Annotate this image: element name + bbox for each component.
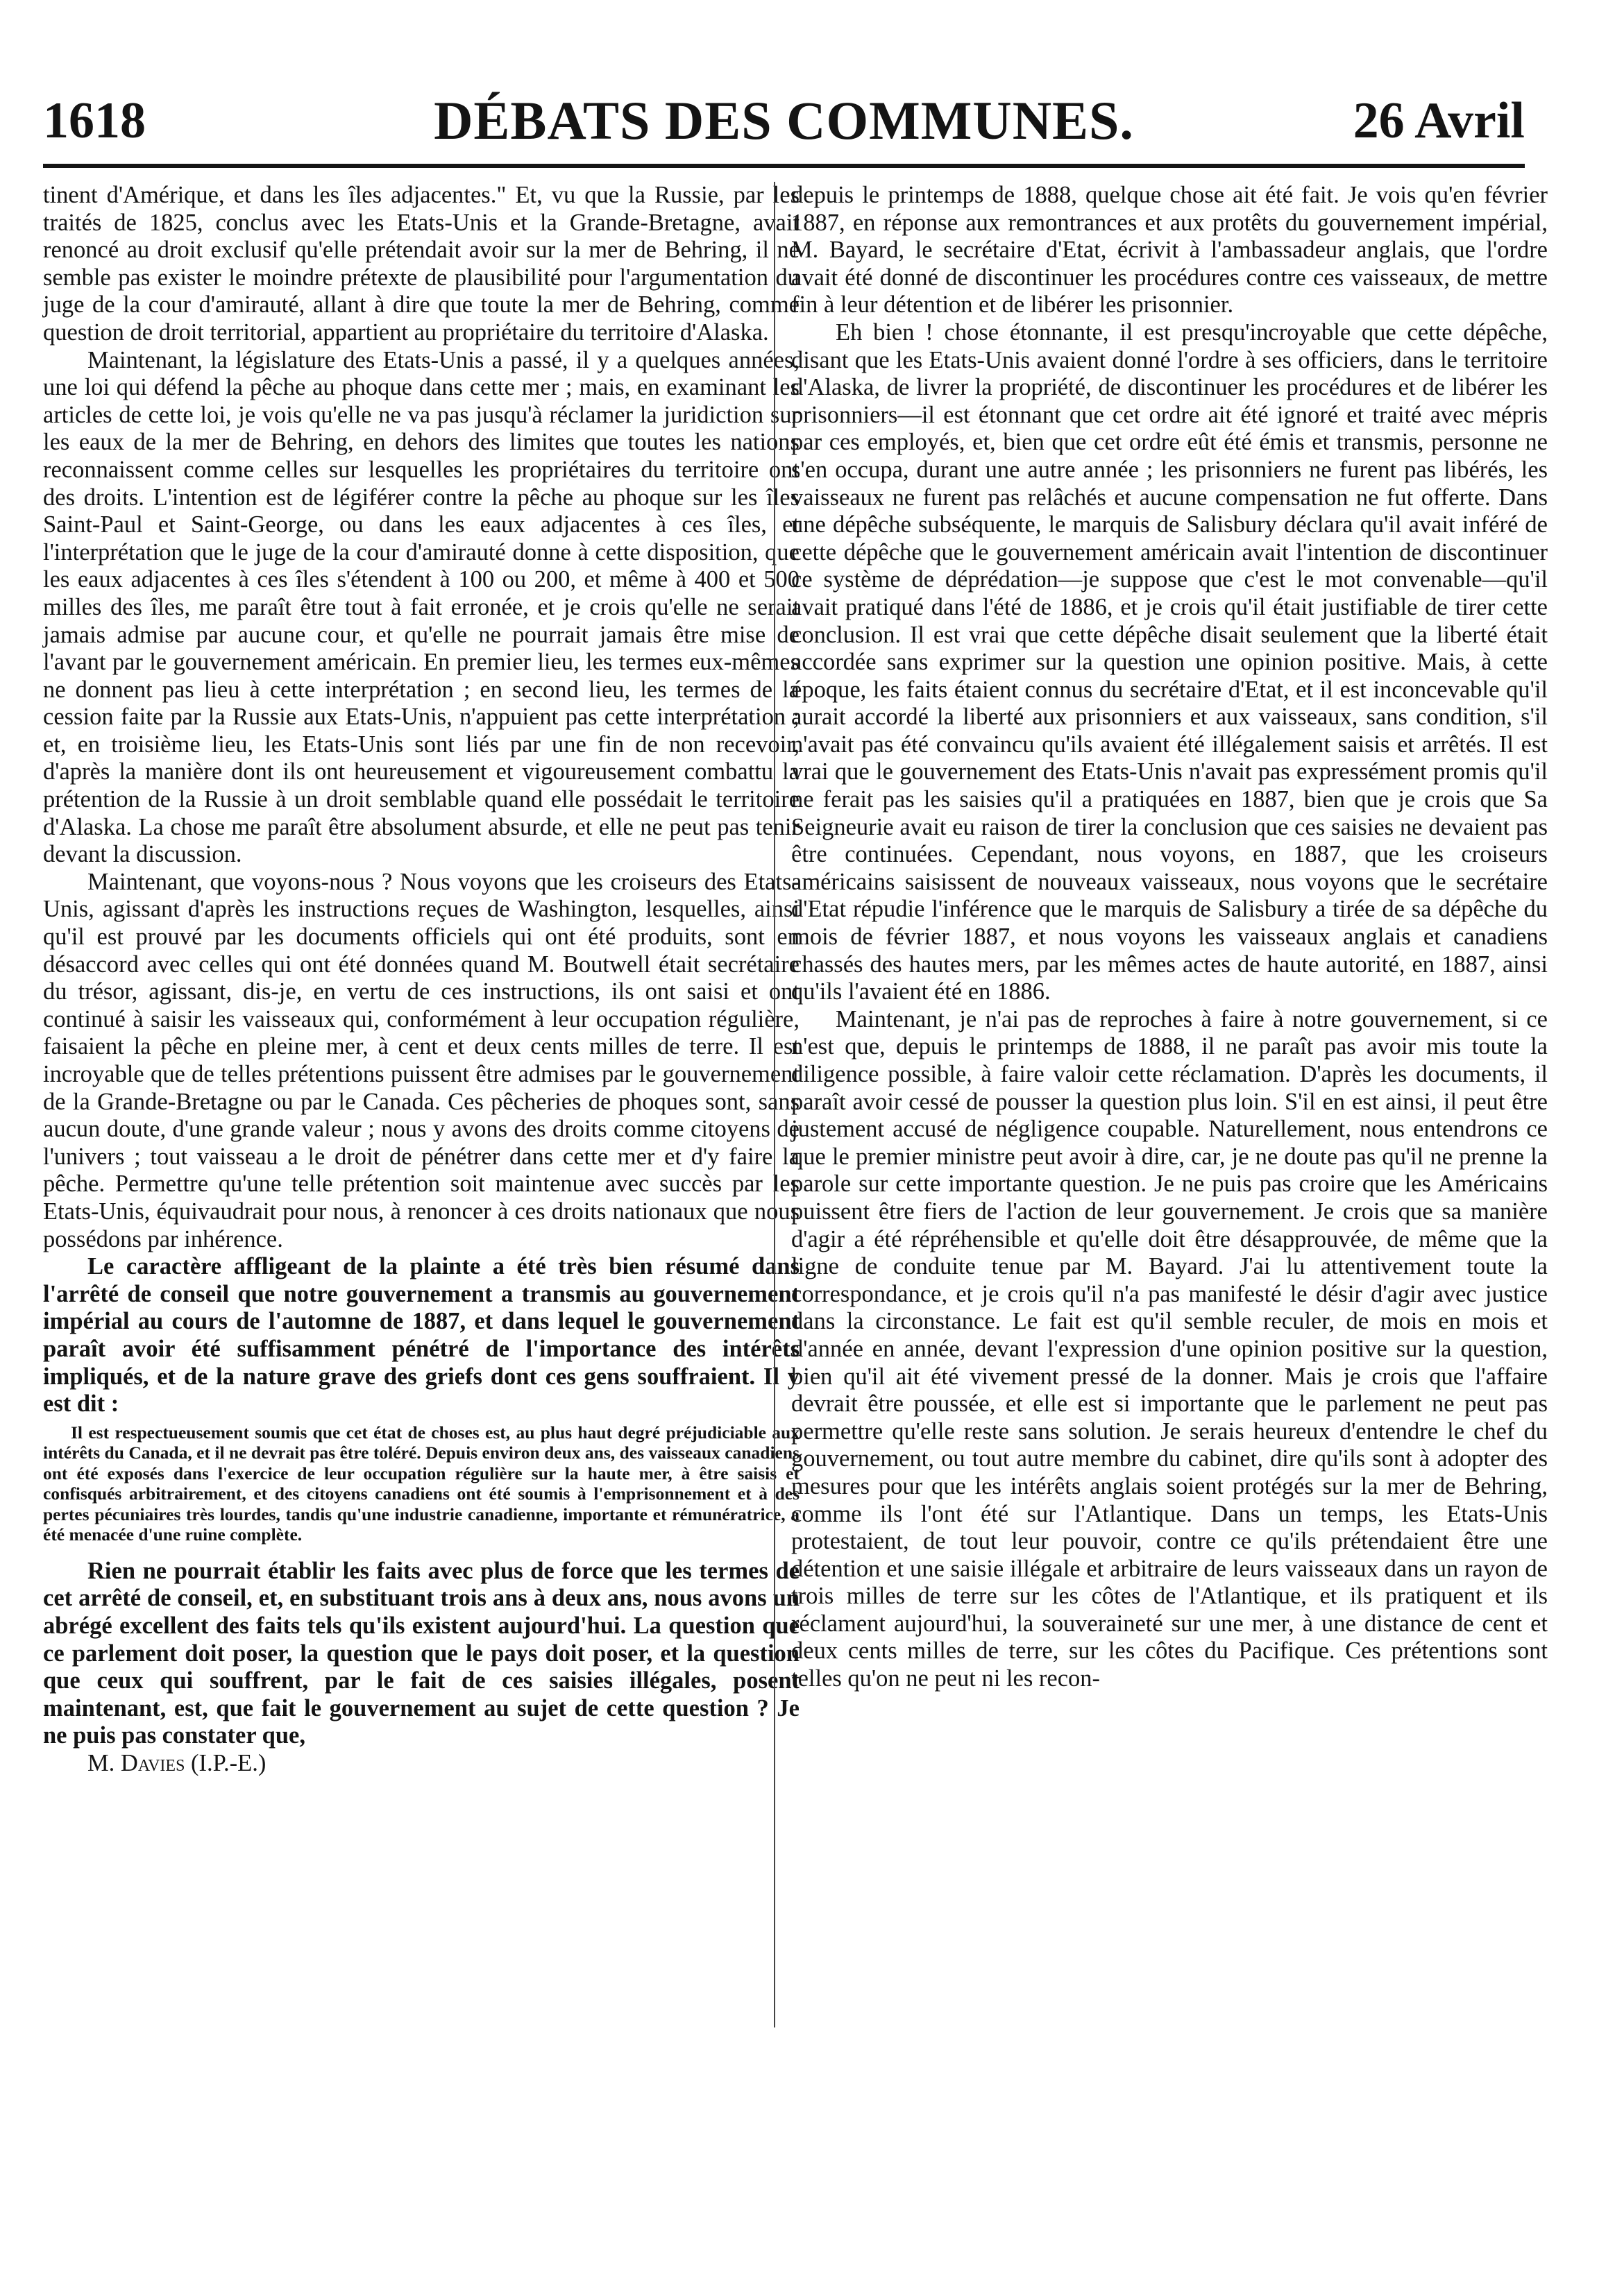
page-number: 1618 — [43, 92, 146, 149]
page-header — [43, 89, 1525, 153]
column-divider — [774, 182, 775, 2027]
paragraph: Maintenant, que voyons-nous ? Nous voyons que les croiseurs des Etats-Unis, agissant d'après les instructions reçues de Washington, lesquelles, ainsi qu'il est prouvé par les documents officiels qui ont été produits, sont en désaccord avec celles qui ont été données quand M. Boutwell était secrétaire du trésor, agissant, dis-je, en vertu de ces instructions, ils ont saisi et ont continué à saisir les vaisseaux qui, conformément à leur occupation régulière, faisaient la pêche en pleine mer, à cent et deux cents milles de terre. Il est incroyable que de telles prétentions puissent être admises par le gouvernement de la Grande-Bretagne ou par le Canada. Ces pêcheries de phoques sont, sans aucun doute, d'une grande valeur ; nous y avons des droits comme citoyens de l'univers ; tout vaisseau a le droit de pénétrer dans cette mer et d'y faire la pêche. Permettre qu'une telle prétention soit maintenue avec succès par les Etats-Unis, équivaudrait pour nous, à renoncer à ces droits nationaux que nous possédons par inhérence. — [43, 868, 800, 1252]
speaker-signature: M. Davies (I.P.-E.) — [87, 1749, 267, 1776]
paragraph: Rien ne pourrait établir les faits avec plus de force que les termes de cet arrêté de conseil, et, en substituant trois ans à deux ans, nous avons un abrégé excellent des faits tels qu'ils existent aujourd'hui. La question que ce parlement doit poser, la question que le pays doit poser, et la question que ceux qui souffrent, par le fait de ces saisies illégales, posent maintenant, est, que fait le gouvernement au sujet de cette question ? Je ne puis pas constater que, — [43, 1557, 800, 1749]
page-date: 26 Avril — [1353, 92, 1525, 149]
header-rule — [43, 164, 1525, 168]
journal-title: DÉBATS DES COMMUNES. — [434, 90, 1134, 151]
paragraph: tinent d'Amérique, et dans les îles adjacentes." Et, vu que la Russie, par les traités de 1825, conclus avec les Etats-Unis et la Grande-Bretagne, avait renoncé au droit exclusif qu'elle prétendait avoir sur la mer de Behring, il ne semble pas exister le moindre prétexte de plausibilité pour l'argumentation du juge de la cour d'amirauté, allant à dire que toute la mer de Behring, comme question de droit territorial, appartient au propriétaire du territoire d'Alaska. — [43, 182, 800, 346]
right-column — [791, 182, 1548, 1693]
paragraph: Maintenant, la législature des Etats-Unis a passé, il y a quelques années, une loi qui défend la pêche au phoque dans cette mer ; mais, en examinant les articles de cette loi, je vois qu'elle ne va pas jusqu'à réclamer la juridiction sur les eaux de la mer de Behring, en dehors des limites que toutes les nations reconnaissent comme celles sur lesquelles les propriétaires du territoire ont des droits. L'intention est de légiférer contre la pêche au phoque sur les îles Saint-Paul et Saint-George, ou dans les eaux adjacentes à ces îles, et l'interprétation que le juge de la cour d'amirauté donne à cette disposition, que les eaux adjacentes à ces îles s'étendent à 100 ou 200, et même à 400 et 500 milles des îles, me paraît être tout à fait erronée, et je crois qu'elle ne serait jamais admise par aucune cour, et qu'elle ne pourrait jamais être mise de l'avant par le gouvernement américain. En premier lieu, les termes eux-mêmes ne donnent pas lieu à cette interprétation ; en second lieu, les termes de la cession faite par la Russie aux Etats-Unis, n'appuient pas cette interprétation ; et, en troisième lieu, les Etats-Unis sont liés par une fin de non recevoir, d'après la manière dont ils ont heureusement et vigoureusement combattu la prétention de la Russie à un droit semblable quand elle possédait le territoire d'Alaska. La chose me paraît être absolument absurde, et elle ne peut pas tenir devant la discussion. — [43, 346, 800, 868]
paragraph: Maintenant, je n'ai pas de reproches à faire à notre gouvernement, si ce n'est que, depuis le printemps de 1888, il ne paraît pas avoir mis toute la diligence possible, à faire valoir cette réclamation. D'après les documents, il paraît avoir cessé de pousser la question plus loin. S'il en est ainsi, il peut être justement accusé de négligence coupable. Naturellement, nous entendrons ce que le premier ministre peut avoir à dire, car, je ne doute pas qu'il ne prenne la parole sur cette importante question. Je ne puis pas croire que les Américains puissent être fiers de l'action de leur gouvernement. Je crois que sa manière d'agir a été répréhensible et qu'elle doit être désapprouvée, de même que la ligne de conduite tenue par M. Bayard. J'ai lu attentivement toute la correspondance, et je crois qu'il n'a pas manifesté le désir d'agir avec justice dans la circonstance. Le fait est qu'il semble reculer, de mois en mois et d'année en année, devant l'expression d'une opinion positive sur la question, bien qu'il ait été vivement pressé de la donner. Mais je crois que l'affaire devrait être poussée, et elle est si importante que le parlement ne peut pas permettre qu'elle reste sans solution. Je serais heureux d'entendre le chef du gouvernement, ou tout autre membre du cabinet, dire qu'ils sont à adopter des mesures pour que les intérêts anglais soient protégés sur la mer de Behring, comme ils l'ont été sur l'Atlantique. Dans un temps, les Etats-Unis protestaient, de tout leur pouvoir, contre ce qu'ils prétendaient être une détention et une saisie illégale et arbitraire de leurs vaisseaux dans un rayon de trois milles de terre sur les côtes de l'Atlantique, et ils pratiquent et ils réclament aujourd'hui, la souveraineté sur une mer, à une distance de cent et deux cents milles de terre, sur les côtes du Pacifique. Ces prétentions sont telles qu'on ne peut ni les recon- — [791, 1005, 1548, 1692]
paragraph: depuis le printemps de 1888, quelque chose ait été fait. Je vois qu'en février 1887, en réponse aux remontrances et aux protêts du gouvernement impérial, M. Bayard, le secrétaire d'Etat, écrivit à l'ambassadeur anglais, que l'ordre avait été donné de discontinuer les procédures contre ces vaisseaux, de mettre fin à leur détention et de libérer les prisonnier. — [791, 182, 1548, 318]
paragraph: Le caractère affligeant de la plainte a été très bien résumé dans l'arrêté de conseil que notre gouvernement a transmis au gouvernement impérial au cours de l'automne de 1887, et dans lequel le gouvernement paraît avoir été suffisamment pénétré de l'importance des intérêts impliqués, et de la nature grave des griefs dont ces gens souffraient. Il y est dit : — [43, 1253, 800, 1418]
quoted-order-in-council: Il est respectueusement soumis que cet état de choses est, au plus haut degré préjudiciable aux intérêts du Canada, et il ne devrait pas être toléré. Depuis environ deux ans, des vaisseaux canadiens ont été exposés dans l'exercice de leur occupation régulière sur la haute mer, à être saisis et confisqués arbitrairement, et des citoyens canadiens ont été soumis à l'emprisonnement et à des pertes pécuniaires très lourdes, tandis qu'une industrie canadienne, importante et rémunératrice, a été menacée d'une ruine complète. — [43, 1422, 800, 1545]
left-column — [43, 182, 800, 1777]
paragraph: Eh bien ! chose étonnante, il est presqu'incroyable que cette dépêche, disant que les Etats-Unis avaient donné l'ordre à ses officiers, dans le territoire d'Alaska, de livrer la propriété, de discontinuer les procédures et de libérer les prisonniers—il est étonnant que cet ordre ait été ignoré et traité avec mépris par ces employés, et, bien que cet ordre eût été émis et transmis, personne ne s'en occupa, durant une autre année ; les prisonniers ne furent pas libérés, les vaisseaux ne furent pas relâchés et aucune compensation ne fut offerte. Dans une dépêche subséquente, le marquis de Salisbury déclara qu'il avait inféré de cette dépêche que le gouvernement américain avait l'intention de discontinuer ce système de déprédation—je suppose que c'est le mot convenable—qu'il avait pratiqué dans l'été de 1886, et je crois qu'il était justifiable de tirer cette conclusion. Il est vrai que cette dépêche disait seulement que la liberté était accordée sans exprimer sur la question une opinion positive. Mais, à cette époque, les faits étaient connus du secrétaire d'Etat, et il est inconcevable qu'il aurait accordé la liberté aux prisonniers et aux vaisseaux, sans condition, s'il n'avait pas été convaincu qu'ils avaient été illégalement saisis et arrêtés. Il est vrai que le gouvernement des Etats-Unis n'avait pas expressément promis qu'il ne ferait pas les saisies qu'il a pratiquées en 1887, bien que je crois que Sa Seigneurie avait eu raison de tirer la conclusion que ces saisies ne devaient pas être continuées. Cependant, nous voyons, en 1887, que les croiseurs américains saisissent de nouveaux vaisseaux, nous voyons que le secrétaire d'Etat répudie l'inférence que le marquis de Salisbury a tirée de sa dépêche du mois de février 1887, et nous voyons les vaisseaux anglais et canadiens chassés des hautes mers, par les mêmes actes de haute autorité, en 1887, ainsi qu'ils l'avaient été en 1886. — [791, 318, 1548, 1005]
